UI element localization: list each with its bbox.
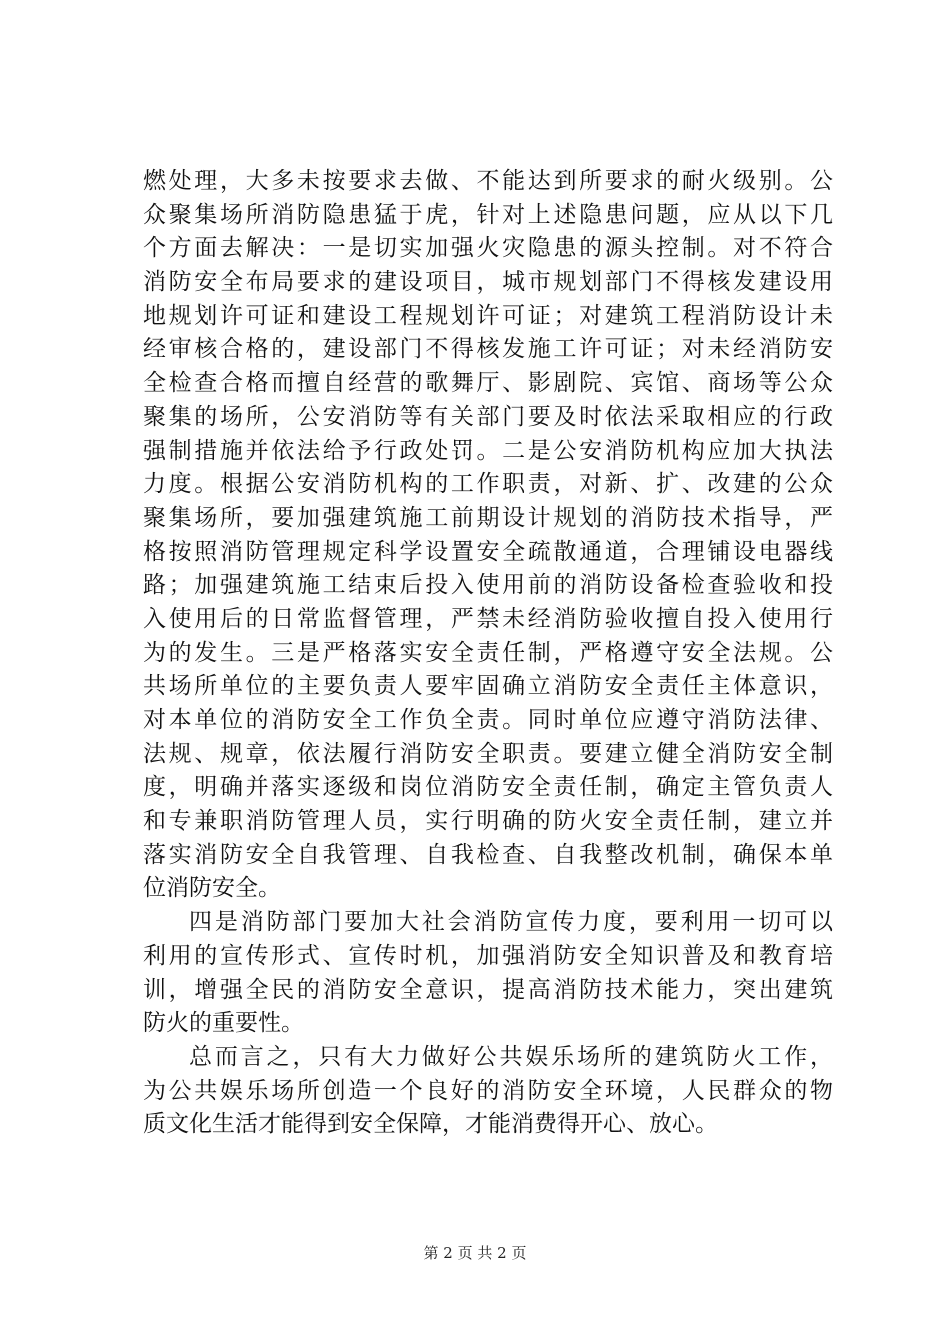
text-line: 力度。根据公安消防机构的工作职责，对新、扩、改建的公众 (143, 471, 833, 498)
text-line: 训，增强全民的消防安全意识，提高消防技术能力，突出建筑 (143, 976, 833, 1003)
text-line: 路；加强建筑施工结束后投入使用前的消防设备检查验收和投 (143, 572, 833, 599)
text-line: 共场所单位的主要负责人要牢固确立消防安全责任主体意识， (143, 673, 833, 700)
text-line: 个方面去解决：一是切实加强火灾隐患的源头控制。对不符合 (143, 235, 833, 262)
text-line: 质文化生活才能得到安全保障，才能消费得开心、放心。 (143, 1111, 718, 1138)
text-line: 全检查合格而擅自经营的歌舞厅、影剧院、宾馆、商场等公众 (143, 370, 833, 397)
document-body (143, 165, 833, 1142)
text-line: 格按照消防管理规定科学设置安全疏散通道，合理铺设电器线 (143, 538, 833, 565)
text-line: 度，明确并落实逐级和岗位消防安全责任制，确定主管负责人 (143, 774, 833, 801)
text-line: 燃处理，大多未按要求去做、不能达到所要求的耐火级别。公 (143, 168, 833, 194)
paragraph (143, 165, 833, 906)
paragraph (143, 1041, 833, 1142)
text-line: 为公共娱乐场所创造一个良好的消防安全环境，人民群众的物 (143, 1077, 833, 1104)
text-line: 四是消防部门要加大社会消防宣传力度，要利用一切可以 (189, 909, 833, 936)
text-line: 入使用后的日常监督管理，严禁未经消防验收擅自投入使用行 (143, 605, 833, 632)
text-line: 地规划许可证和建设工程规划许可证；对建筑工程消防设计未 (143, 302, 833, 329)
text-line: 防火的重要性。 (143, 1010, 304, 1037)
text-line: 强制措施并依法给予行政处罚。二是公安消防机构应加大执法 (143, 437, 833, 464)
text-line: 为的发生。三是严格落实安全责任制，严格遵守安全法规。公 (143, 639, 833, 666)
text-line: 经审核合格的，建设部门不得核发施工许可证；对未经消防安 (143, 336, 833, 363)
page-footer: 第 2 页 共 2 页 (423, 1244, 527, 1262)
text-line: 总而言之，只有大力做好公共娱乐场所的建筑防火工作， (189, 1043, 833, 1070)
text-line: 法规、规章，依法履行消防安全职责。要建立健全消防安全制 (143, 740, 833, 767)
text-line: 消防安全布局要求的建设项目，城市规划部门不得核发建设用 (143, 269, 833, 296)
text-line: 落实消防安全自我管理、自我检查、自我整改机制，确保本单 (143, 841, 833, 868)
text-line: 聚集的场所，公安消防等有关部门要及时依法采取相应的行政 (143, 403, 833, 430)
text-line: 对本单位的消防安全工作负全责。同时单位应遵守消防法律、 (143, 707, 833, 733)
paragraph (143, 906, 833, 1041)
text-line: 聚集场所，要加强建筑施工前期设计规划的消防技术指导，严 (143, 504, 833, 531)
text-line: 位消防安全。 (143, 875, 281, 902)
text-line: 和专兼职消防管理人员，实行明确的防火安全责任制，建立并 (143, 808, 833, 835)
text-line: 利用的宣传形式、宣传时机，加强消防安全知识普及和教育培 (143, 942, 833, 969)
text-line: 众聚集场所消防隐患猛于虎，针对上述隐患问题，应从以下几 (143, 201, 833, 228)
